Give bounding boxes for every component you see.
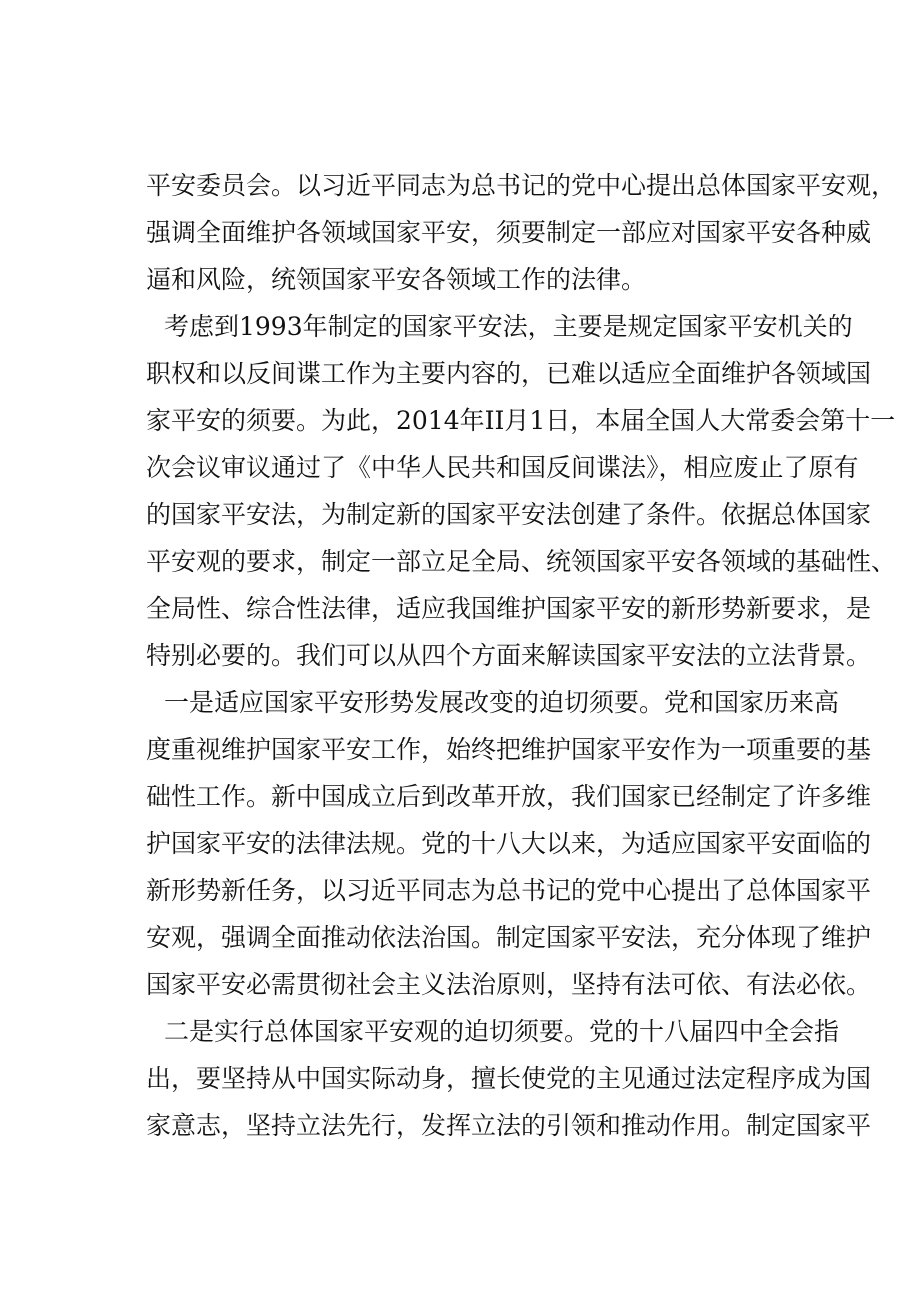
text-line: 护国家平安的法律法规。党的十八大以来，为适应国家平安面临的 <box>146 829 872 858</box>
paragraph <box>146 1008 872 1149</box>
paragraph <box>146 162 897 303</box>
text-line: 全局性、综合性法律，适应我国维护国家平安的新形势新要求，是 <box>146 594 872 623</box>
text-line: 础性工作。新中国成立后到改革开放，我们国家已经制定了许多维 <box>146 782 872 811</box>
text-line: 家平安的须要。为此，2014年II月1日，本届全国人大常委会第十一 <box>146 406 896 435</box>
text-line: 国家平安必需贯彻社会主义法治原则，坚持有法可依、有法必依。 <box>146 970 872 999</box>
text-line: 考虑到1993年制定的国家平安法，主要是规定国家平安机关的 <box>164 312 853 341</box>
document-body <box>146 162 897 1149</box>
text-line: 二是实行总体国家平安观的迫切须要。党的十八届四中全会指 <box>164 1017 840 1046</box>
text-line: 逼和风险，统领国家平安各领域工作的法律。 <box>146 265 647 294</box>
text-line: 平安委员会。以习近平同志为总书记的党中心提出总体国家平安观， <box>146 171 897 200</box>
text-line: 家意志，坚持立法先行，发挥立法的引领和推动作用。制定国家平 <box>146 1111 872 1140</box>
paragraph <box>146 303 897 679</box>
text-line: 平安观的要求，制定一部立足全局、统领国家平安各领域的基础性、 <box>146 547 897 576</box>
text-line: 新形势新任务，以习近平同志为总书记的党中心提出了总体国家平 <box>146 876 872 905</box>
text-line: 职权和以反间谍工作为主要内容的，已难以适应全面维护各领域国 <box>146 359 872 388</box>
text-line: 度重视维护国家平安工作，始终把维护国家平安作为一项重要的基 <box>146 735 872 764</box>
text-line: 强调全面维护各领域国家平安，须要制定一部应对国家平安各种威 <box>146 218 872 247</box>
text-line: 一是适应国家平安形势发展改变的迫切须要。党和国家历来高 <box>164 688 840 717</box>
paragraph <box>146 679 872 1008</box>
text-line: 特别必要的。我们可以从四个方面来解读国家平安法的立法背景。 <box>146 641 872 670</box>
text-line: 安观，强调全面推动依法治国。制定国家平安法，充分体现了维护 <box>146 923 872 952</box>
text-line: 的国家平安法，为制定新的国家平安法创建了条件。依据总体国家 <box>146 500 872 529</box>
text-line: 次会议审议通过了《中华人民共和国反间谍法》，相应废止了原有 <box>146 453 859 482</box>
text-line: 出，要坚持从中国实际动身，擅长使党的主见通过法定程序成为国 <box>146 1064 872 1093</box>
